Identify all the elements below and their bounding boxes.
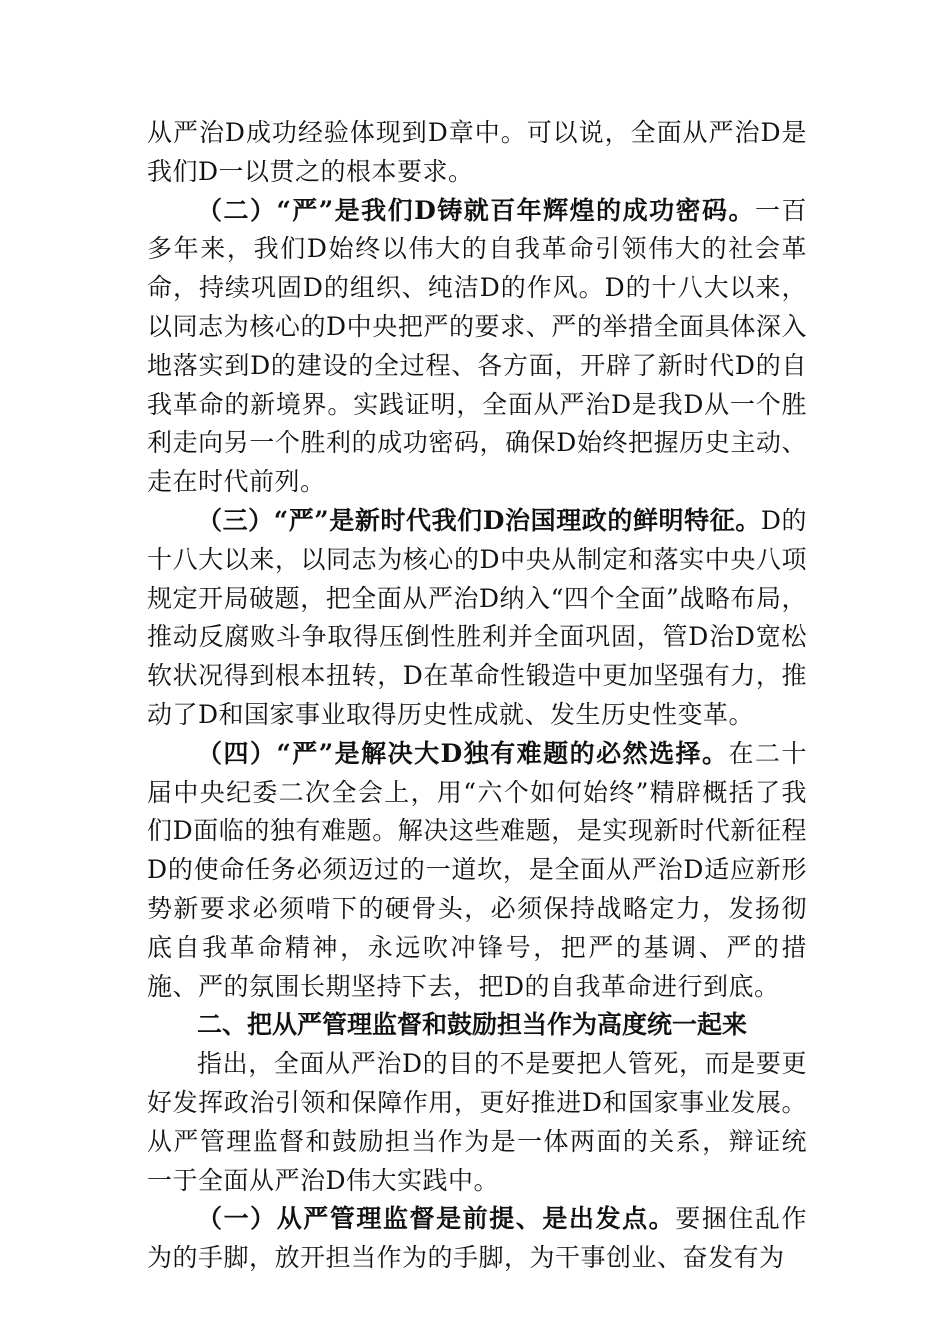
paragraph-two [147, 192, 807, 502]
paragraph-four-lead: （四）“严”是解决大D独有难题的必然选择。 [197, 738, 729, 768]
paragraph-four-body: 在二十届中央纪委二次全会上，用“六个如何始终”精辟概括了我们D面临的独有难题。解决这些难题，是实现新时代新征程D的使命任务必须迈过的一道坎，是全面从严治D适应新形势新要求必须啃下的硬骨头，必须保持战略定力，发扬彻底自我革命精神，永远吹冲锋号，把严的基调、严的措施、严的氛围长期坚持下去，把D的自我革命进行到底。 [147, 738, 807, 1001]
paragraph-four [147, 735, 807, 1007]
document-body [147, 114, 807, 1278]
paragraph-three-body: D的十八大以来，以同志为核心的D中央从制定和落实中央八项规定开局破题，把全面从严治D纳入“四个全面”战略布局，推动反腐败斗争取得压倒性胜利并全面巩固，管D治D宽松软状况得到根本扭转，D在革命性锻造中更加坚强有力，推动了D和国家事业取得历史性成就、发生历史性变革。 [147, 505, 807, 729]
paragraph-two-lead: （二）“严”是我们D铸就百年辉煌的成功密码。 [197, 195, 755, 225]
paragraph-six-lead: （一）从严管理监督是前提、是出发点。 [197, 1204, 676, 1234]
paragraph-continuation: 从严治D成功经验体现到D章中。可以说，全面从严治D是我们D一以贯之的根本要求。 [147, 118, 807, 186]
paragraph-two-body: 一百多年来，我们D始终以伟大的自我革命引领伟大的社会革命，持续巩固D的组织、纯洁D的作风。D的十八大以来，以同志为核心的D中央把严的要求、严的举措全面具体深入地落实到D的建设的全过程、各方面，开辟了新时代D的自我革命的新境界。实践证明，全面从严治D是我D从一个胜利走向另一个胜利的成功密码，确保D始终把握历史主动、走在时代前列。 [147, 195, 807, 497]
paragraph-five: 指出，全面从严治D的目的不是要把人管死，而是要更好发挥政治引领和保障作用，更好推进D和国家事业发展。从严管理监督和鼓励担当作为是一体两面的关系，辩证统一于全面从严治D伟大实践中。 [147, 1049, 807, 1195]
paragraph-six-body: 要捆住乱作为的手脚，放开担当作为的手脚，为干事创业、奋发有为 [147, 1204, 807, 1273]
paragraph-six [147, 1200, 807, 1278]
section-heading-two: 二、把从严管理监督和鼓励担当作为高度统一起来 [197, 1010, 748, 1040]
paragraph-three-lead: （三）“严”是新时代我们D治国理政的鲜明特征。 [197, 505, 761, 535]
paragraph-three [147, 502, 807, 735]
